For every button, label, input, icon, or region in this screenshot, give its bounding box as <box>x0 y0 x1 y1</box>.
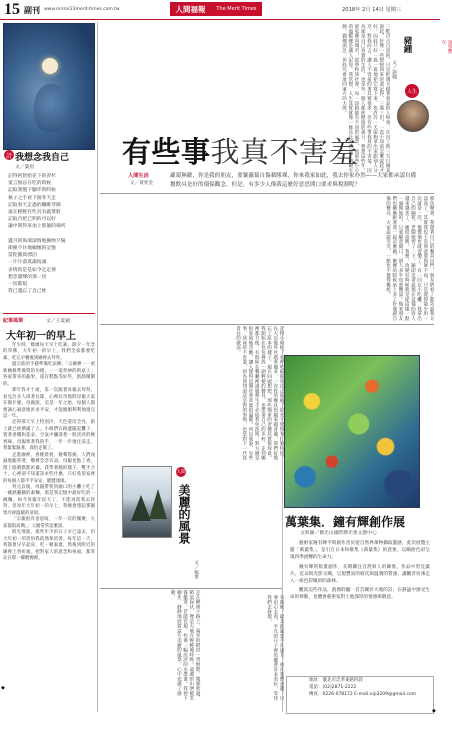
poem-line: 我已遺忘了自己姓 <box>8 289 47 295</box>
poem-line: 想念讀聲的那一切 <box>8 274 47 280</box>
exhibit-title: 萬葉集．鐘有輝創作展 <box>285 515 406 529</box>
lead-paragraph: 蘿蔔無敵，你是我的朋友，要緊蘿蔔自傷藉隊裸，你來我家如此，我去你家亦然——大家都承認自備餐飲具是好的環保觀念，但是，有多少人像我這麼好意思開口要求與稅制呢？ <box>170 173 417 188</box>
poem-line: 記取否把已明的可以好 <box>8 217 56 223</box>
page-header <box>0 0 440 20</box>
lower-article-body: 長大以後外食越來越多，一次性的餐具也越來越普遍，我們好像忘了原本的樣子。現在回頭想想，那些簡單的習慣其實很珍貴。我開始在包包裡放一副輕便的餐具，也帶著自己的水杯，走到哪裡都方便。有時候在餐廳裡請服務生不必給我免洗筷，對方總是很客氣地答應，讓人覺得這個社會其實很溫暖。所以我說，有些事，我真的不害羞，因為我知道這是對的事情，也是對下一代負責任的做法。 <box>235 326 278 461</box>
diamond-marker: ◆ <box>1 685 5 691</box>
essay-section-tag: 紀事風華 <box>3 318 24 324</box>
section-tag-right: 人生 <box>405 84 419 98</box>
columnist-name: 豬鍾 <box>402 36 412 53</box>
address-line: 地址：臺北市忠孝東路四段 <box>309 678 363 683</box>
essay-paragraph: 拜完以後，母親帶我到廟口的小攤子吃了一碗熱騰騰的素麵，那是我記憶中最好吃的一碗麵。如今母親年紀大了，不能再陪我去拜拜，但每年大年初一的早上，我總會想起那個寒冷卻溫暖的清晨。 <box>3 484 95 516</box>
essay-paragraph: 記得那天早上特別冷，天色還沒全亮，街上就已經擠滿了人。小販們在路邊擺起攤子，賣著香燭和花朵，空氣中瀰漫著一股淡淡的檀香味。母親牽著我的手，一步一步地往前走，我緊緊跟著，深怕走散了。 <box>3 420 95 452</box>
essay-paragraph: 年少時，媽媽每天早上吃素，除夕一年念的拜佛，大年初一的早上，我們全家都要吃素，吃完早餐後到廟裡去拜拜。 <box>3 343 95 361</box>
beauty-title: 美麗的風景 <box>177 484 191 544</box>
bottom-mid-body: 有時候，最美的風景不在遠方，而在我們身邊。只要用心去看，平凡的日子裡也藏著許多美好，等待我們去發現。 <box>266 595 284 701</box>
essay-paragraph: 「宗親很有意思呀，一年一次的團聚，大家都很高興。」父親常常這麼說。 <box>3 517 95 529</box>
section-name: 副刊 <box>24 6 40 15</box>
divider <box>100 324 434 325</box>
essay-title: 大年初一的早上 <box>6 331 76 342</box>
essay-paragraph: 時光飛逝，那些年少的日子早已遠去，但大年初一的習俗我依然保留著。每年這一天，我都會早早起床，吃一頓素齋，然後到附近的廟裡上香祈福，把對家人的思念和祝福，都寄託在那一縷輕煙裡。 <box>3 530 95 561</box>
diamond-marker: ◆ <box>432 708 436 714</box>
tree-shape <box>149 489 167 519</box>
poem-line: 遺月的海濱深情地擁吻夕陽 <box>8 238 66 244</box>
poem-line: 記取我慢下腳步的時候 <box>8 188 56 194</box>
blue-painting-image <box>3 23 95 150</box>
headline-thin: 我真不害羞 <box>210 135 359 169</box>
poem-line: 一片片落寞滿枝頭 <box>8 260 47 266</box>
mid-article-body: 那次聚會，我帶著自己的餐具出門，朋友們看了都笑說我太認真了。其實我也不是刻意要與眾不同，只是覺得能少用一次就是一次，慢慢地也就習慣了。有一回在小吃攤，我拿出自己的碗筷，老闆娘愣了一下，隨即笑著說現在這樣的客人越來越多了，她很高興。我想，改變有時候就是從這樣一點一滴開始的，只要願意開口，別人多半也會體諒。後來朋友們也漸漸跟著我一起這麼做，聚餐的時候桌上多了好幾副自備的餐具，大家說說笑笑，一點也不覺得尷尬。 <box>385 196 434 321</box>
exhibit-body <box>290 540 430 604</box>
issue-date: 2018年 2月 14日 星期三 <box>342 7 402 13</box>
poem-line: 多情的是是如今定定情 <box>8 267 56 273</box>
poem-line: 讓中間得來加上那個的場所 <box>8 224 66 230</box>
address-line: 傳真：0226-078172 E-mail:vip3209@gmail.com <box>309 692 417 698</box>
snow-landscape-photo <box>122 466 172 538</box>
flower-shape <box>34 84 68 132</box>
main-headline <box>122 130 358 171</box>
top-article-body: 三鞋自言自語的，只是把幾天跟著客氣的人和事，在出工時三五日碰來說起，好像一些想想回來的還記得，三進三出，一直不知道怎麼說起才好，因此只好一篇一篇地把它寫下來，也許有一天能夠拿出來跟別人分享。對我而言，讓人不害羞的事其實很多，但有些事我真的不害羞，因為那是自己真實的生活，也是每一個人都經歷過的歲月。想想這些年，從家鄉到城市，從學校到社會，每一段路都有不同的風景，而那些小小的溫暖總是讓人記得。我常想，人生其實就像一條長長的河流，偶爾平靜，偶爾湍急，但終究會流向遠方的大海。 <box>341 24 390 173</box>
colorful-painting-image <box>284 355 420 508</box>
columnist-byline: 文／趙翰 <box>391 60 396 80</box>
essay-paragraph: 走進廟裡，香煙裊裊，鐘聲悠揚，人們虔誠地跪拜著，嘴裡念念有詞。母親也點了香，閉上眼睛默默祈禱。我學著她的樣子，雙手合十，心裡卻不知道該求些什麼，只好希望家裡的每個人都平平安安、健健康康。 <box>3 452 95 484</box>
newspaper-masthead <box>170 2 262 16</box>
moon-shape <box>42 58 58 74</box>
poem-badge: 詩 <box>4 150 14 160</box>
masthead-english: The Merit Times <box>216 6 257 12</box>
column-divider <box>97 22 98 712</box>
website-url[interactable]: www.mirror23merit-times.com.tw <box>44 7 120 12</box>
poem-line: 童言無忌在吃的時候 <box>8 181 52 187</box>
headline-bold: 有些事 <box>122 135 211 169</box>
beauty-section-tag: 人間 <box>176 467 186 477</box>
column-tag: 諸事豐年 <box>441 40 452 54</box>
beauty-author: 文／楊華 <box>193 560 198 580</box>
poem-line <box>8 231 94 238</box>
author-photo <box>397 100 429 132</box>
bottom-left-body: 走在鄉間小路上，兩旁的稻田一望無際，微風吹過，稻浪起伏，像是大地在輕輕地呼吸。遠處的山巒被雲霧籠罩，若隱若現，彷彿一幅淡淡的水墨畫。我停下腳步，靜靜地欣賞這片美麗的風景，心中充滿了感動。 <box>170 590 200 701</box>
poem-line: 當陀羅與漂泊 <box>8 253 37 259</box>
poem-line: 記得阿智給花下的青杉 <box>8 174 56 179</box>
lead-author: 文／黃愛金 <box>130 181 153 186</box>
tree-shape <box>131 495 151 521</box>
poem-line: 遠在輕輕有些具有蔬菜般 <box>8 210 61 216</box>
exhibit-paragraph: 觀賞這些作品，就像聆聽一首首關於大地的詩，在靜謐中感受生命的律動，也體會藝術家對土地深厚的情感與敬意。 <box>290 588 430 601</box>
essay-paragraph: 那年我才十歲，第一次跟著母親去拜拜，看見許多人排著長隊，心裡好奇地問母親大家在做什麼。母親說，這是一年之始，每個人都要誠心誠意地祈求平安，才能順順利利地過完這一年。 <box>3 388 95 419</box>
exhibit-paragraph: 鐘有輝的版畫創作，長期關注自然與人的關係，作品中常見葉片、花朵與光影交織，呈現豐富的層次與溫潤的質感，讓觀者彷彿走入一座色彩繽紛的森林。 <box>290 564 430 585</box>
divider <box>100 588 282 589</box>
exhibit-subtitle: 文與圖／佛光山國際佛光會文教中心 <box>300 531 377 536</box>
poem-line: 執子之手看下個冬天走 <box>8 195 56 201</box>
exhibit-paragraph: 藝術家鐘有輝平時創作善於從自然界萬物擷取靈感，此次展覽主題「萬葉集」，是引自日本和歌集《萬葉集》的意象，以繽紛色彩呈現四季流轉的生命力。 <box>290 541 430 561</box>
divider <box>3 313 95 314</box>
page-number: 15 <box>4 1 20 18</box>
address-box <box>286 676 434 714</box>
poem-title: 我想念我自己 <box>15 153 70 163</box>
divider <box>100 193 434 194</box>
masthead-chinese: 人間福報 <box>175 4 206 14</box>
lead-section-tag: 人間生活 <box>128 173 149 179</box>
address-line: 電話：(02)2871-2222 <box>309 685 357 691</box>
poem-author: 文／葉眉 <box>15 165 35 170</box>
essay-paragraph: 厦宗族的手藝準備吃法鄉，「宗廟裡一一重新檢修準備祭的功德，一一道奉神的供桌上」各家帶來的蔬果，還有糕點等好些，熱熱鬧鬧的。 <box>3 362 95 387</box>
poem-line: 一切都很 <box>8 282 28 288</box>
poem-line: 節慶不住地緬懷的記憶 <box>8 246 56 252</box>
essay-body <box>3 343 95 681</box>
essay-author: 文／王夏穎 <box>46 319 70 324</box>
poem-body <box>8 173 94 295</box>
poem-line: 記取春天走過的纖維穿隙 <box>8 202 61 208</box>
